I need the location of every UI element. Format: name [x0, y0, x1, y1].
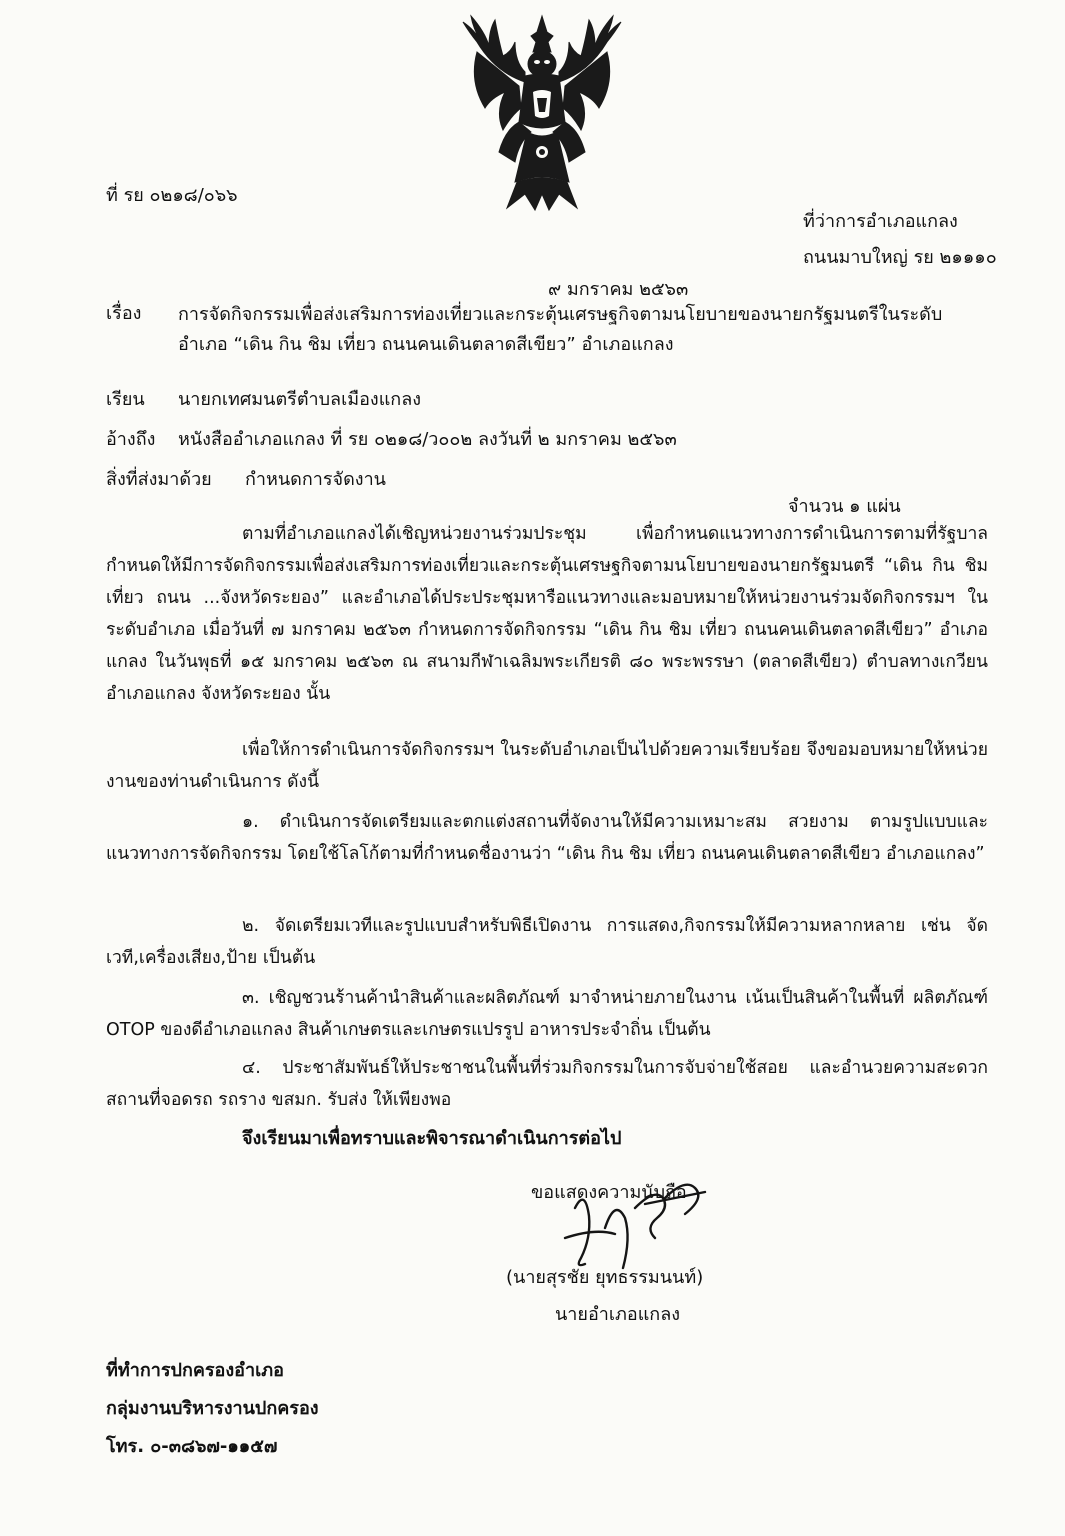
office-address-line1: ที่ว่าการอำเภอแกลง	[803, 211, 958, 232]
body-paragraph-2: เพื่อให้การดำเนินการจัดกิจกรรมฯ ในระดับอำเภอเป็นไปด้วยความเรียบร้อย จึงขอมอบหมายให้หน่วยงานของท่านดำเนินการ ดังนี้	[106, 740, 988, 792]
regards-text: ขอแสดงความนับถือ	[531, 1182, 687, 1203]
reference-label: อ้างถึง	[106, 429, 156, 450]
enclosure-label: สิ่งที่ส่งมาด้วย	[106, 469, 212, 490]
office-address-line2: ถนนมาบใหญ่ รย ๒๑๑๑๐	[803, 247, 997, 268]
enclosure-count: จำนวน ๑ แผ่น	[788, 496, 901, 517]
garuda-emblem-icon	[455, 12, 630, 212]
signer-name: (นายสุรชัย ยุทธรรมนนท์)	[506, 1267, 704, 1288]
recipient-text: นายกเทศมนตรีตำบลเมืองแกลง	[178, 389, 422, 410]
subject-line1: การจัดกิจกรรมเพื่อส่งเสริมการท่องเที่ยวและกระตุ้นเศรษฐกิจตามนโยบายของนายกรัฐมนตรีในระดับ	[178, 304, 943, 325]
document-number: ที่ รย ๐๒๑๘/๐๖๖	[106, 185, 238, 206]
recipient-label: เรียน	[106, 389, 145, 410]
subject-line2: อำเภอ “เดิน กิน ชิม เที่ยว ถนนคนเดินตลาดสีเขียว” อำเภอแกลง	[178, 334, 674, 355]
reference-text: หนังสืออำเภอแกลง ที่ รย ๐๒๑๘/ว๐๐๒ ลงวันที่ ๒ มกราคม ๒๕๖๓	[178, 429, 677, 450]
body-item-1: ๑. ดำเนินการจัดเตรียมและตกแต่งสถานที่จัดงานให้มีความเหมาะสม สวยงาม ตามรูปแบบและแนวทางการจัดกิจกรรม โดยใช้โลโก้ตามที่กำหนดชื่องานว่า “เดิน กิน ชิม เที่ยว ถนนคนเดินตลาดสีเขียว อำเภอแกลง”	[106, 812, 988, 864]
closing-line: จึงเรียนมาเพื่อทราบและพิจารณาดำเนินการต่อไป	[242, 1128, 622, 1149]
footer-office: ที่ทำการปกครองอำเภอ	[106, 1360, 284, 1381]
subject-label: เรื่อง	[106, 303, 142, 324]
signer-position: นายอำเภอแกลง	[555, 1304, 681, 1325]
body-paragraph-1: ตามที่อำเภอแกลงได้เชิญหน่วยงานร่วมประชุม เพื่อกำหนดแนวทางการดำเนินการตามที่รัฐบาลกำหนดให้มีการจัดกิจกรรมเพื่อส่งเสริมการท่องเที่ยวและกระตุ้นเศรษฐกิจตามนโยบายของนายกรัฐมนตรี “เดิน กิน ชิม เที่ยว ถนน ...จังหวัดระยอง” และอำเภอได้ประประชุมหารือแนวทางและมอบหมายให้หน่วยงานร่วมจัดกิจกรรมฯ ในระดับอำเภอ เมื่อวันที่ ๗ มกราคม ๒๕๖๓ กำหนดการจัดกิจกรรม “เดิน กิน ชิม เที่ยว ถนนคนเดินตลาดสีเขียว” อำเภอแกลง ในวันพุธที่ ๑๕ มกราคม ๒๕๖๓ ณ สนามกีฬาเฉลิมพระเกียรติ ๘๐ พระพรรษา (ตลาดสีเขียว) ตำบลทางเกวียน อำเภอแกลง จังหวัดระยอง นั้น	[106, 524, 988, 704]
footer-phone: โทร. ๐-๓๘๖๗-๑๑๕๗	[106, 1436, 278, 1457]
footer-department: กลุ่มงานบริหารงานปกครอง	[106, 1398, 319, 1419]
enclosure-text: กำหนดการจัดงาน	[245, 469, 386, 490]
body-item-4: ๔. ประชาสัมพันธ์ให้ประชาชนในพื้นที่ร่วมกิจกรรมในการจับจ่ายใช้สอย และอำนวยความสะดวกสถานที่จอดรถ รถราง ขสมก. รับส่ง ให้เพียงพอ	[106, 1058, 988, 1110]
body-item-3: ๓. เชิญชวนร้านค้านำสินค้าและผลิตภัณฑ์ มาจำหน่ายภายในงาน เน้นเป็นสินค้าในพื้นที่ ผลิตภัณฑ์ OTOP ของดีอำเภอแกลง สินค้าเกษตรและเกษตรแปรรูป อาหารประจำถิ่น เป็นต้น	[106, 988, 988, 1040]
handwritten-signature	[545, 1168, 720, 1278]
subject-text	[178, 300, 1008, 360]
body-item-2: ๒. จัดเตรียมเวทีและรูปแบบสำหรับพิธีเปิดงาน การแสดง,กิจกรรมให้มีความหลากหลาย เช่น จัดเวที,เครื่องเสียง,ป้าย เป็นต้น	[106, 916, 988, 968]
letter-date: ๙ มกราคม ๒๕๖๓	[548, 279, 689, 300]
